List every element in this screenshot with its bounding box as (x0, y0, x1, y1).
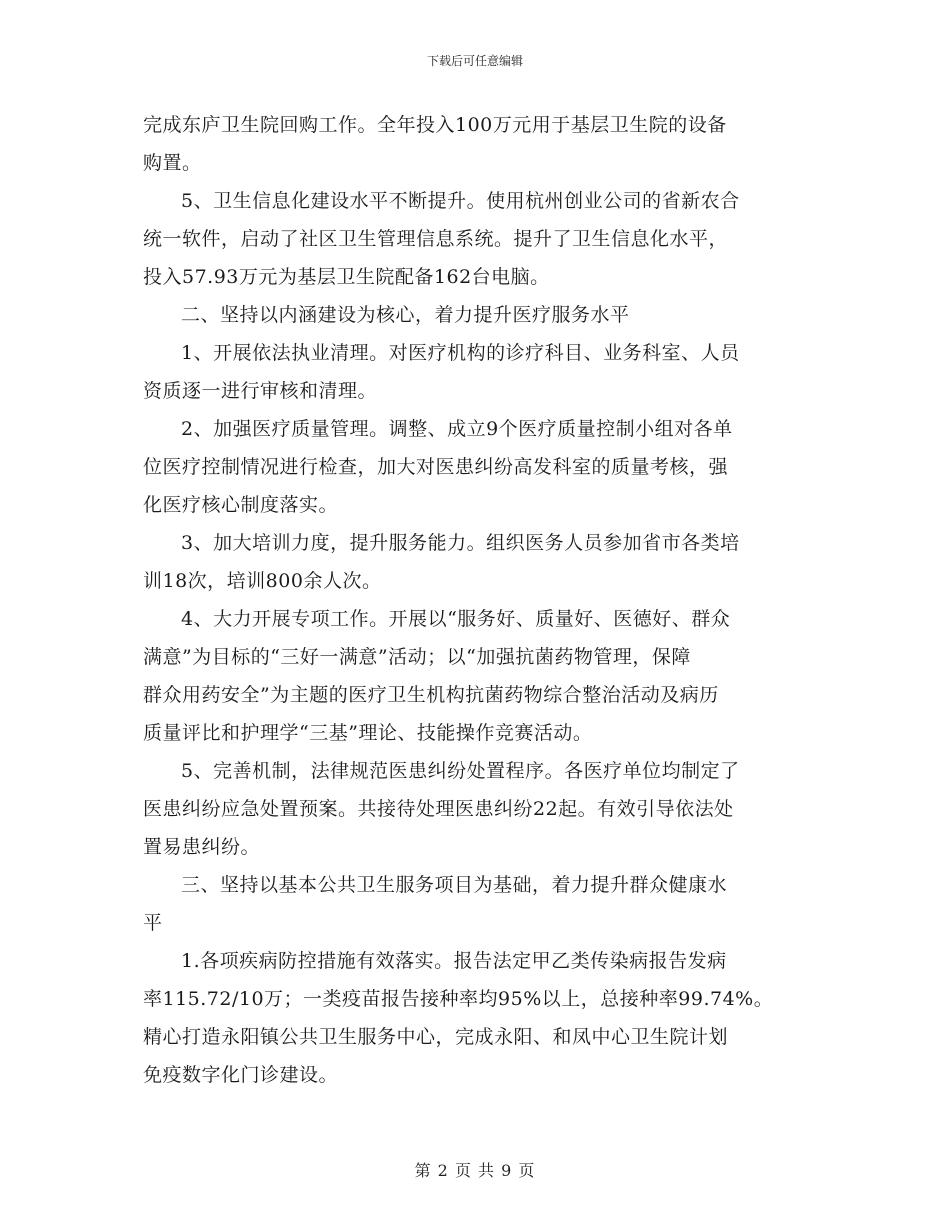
text-line: 三、坚持以基本公共卫生服务项目为基础，着力提升群众健康水 (181, 874, 728, 896)
page-header: 下载后可任意编辑 (426, 54, 523, 68)
page-number-footer: 第 2 页 共 9 页 (414, 1161, 536, 1180)
paragraph (143, 942, 811, 1094)
text-line: 3、加大培训力度，提升服务能力。组织医务人员参加省市各类培 (181, 532, 740, 554)
text-line: 满意”为目标的“三好一满意”活动；以“加强抗菌药物管理，保障 (143, 646, 691, 668)
text-line: 投入57.93万元为基层卫生院配备162台电脑。 (143, 266, 550, 288)
text-line: 免疫数字化门诊建设。 (143, 1064, 339, 1086)
text-line: 质量评比和护理学“三基”理论、技能操作竞赛活动。 (143, 722, 593, 744)
text-line: 购置。 (143, 152, 202, 174)
text-line: 二、坚持以内涵建设为核心，着力提升医疗服务水平 (181, 304, 630, 326)
paragraph (143, 600, 811, 752)
text-line: 医患纠纷应急处置预案。共接待处理医患纠纷22起。有效引导依法处 (143, 798, 734, 820)
paragraph (143, 752, 811, 866)
text-line: 2、加强医疗质量管理。调整、成立9个医疗质量控制小组对各单 (181, 418, 733, 440)
section-heading (143, 296, 811, 334)
text-line: 资质逐一进行审核和清理。 (143, 380, 378, 402)
paragraph (143, 410, 811, 524)
text-line: 统一软件，启动了社区卫生管理信息系统。提升了卫生信息化水平， (143, 228, 729, 250)
text-line: 训18次，培训800余人次。 (143, 570, 382, 592)
text-line: 率115.72/10万；一类疫苗报告接种率均95%以上，总接种率99.74%。 (143, 988, 774, 1010)
text-line: 精心打造永阳镇公共卫生服务中心，完成永阳、和凤中心卫生院计划 (143, 1026, 729, 1048)
document-body (143, 106, 811, 1094)
text-line: 化医疗核心制度落实。 (143, 494, 339, 516)
text-line: 平 (143, 912, 163, 934)
paragraph (143, 182, 811, 296)
text-line: 完成东庐卫生院回购工作。全年投入100万元用于基层卫生院的设备 (143, 114, 727, 136)
paragraph (143, 524, 811, 600)
text-line: 1.各项疾病防控措施有效落实。报告法定甲乙类传染病报告发病 (181, 950, 727, 972)
paragraph (143, 106, 811, 182)
text-line: 群众用药安全”为主题的医疗卫生机构抗菌药物综合整治活动及病历 (143, 684, 719, 706)
section-heading (143, 866, 811, 942)
text-line: 5、完善机制，法律规范医患纠纷处置程序。各医疗单位均制定了 (181, 760, 740, 782)
text-line: 置易患纠纷。 (143, 836, 261, 858)
text-line: 位医疗控制情况进行检查，加大对医患纠纷高发科室的质量考核，强 (143, 456, 729, 478)
paragraph (143, 334, 811, 410)
text-line: 1、开展依法执业清理。对医疗机构的诊疗科目、业务科室、人员 (181, 342, 740, 364)
text-line: 4、大力开展专项工作。开展以“服务好、质量好、医德好、群众 (181, 608, 731, 630)
text-line: 5、卫生信息化建设水平不断提升。使用杭州创业公司的省新农合 (181, 190, 740, 212)
